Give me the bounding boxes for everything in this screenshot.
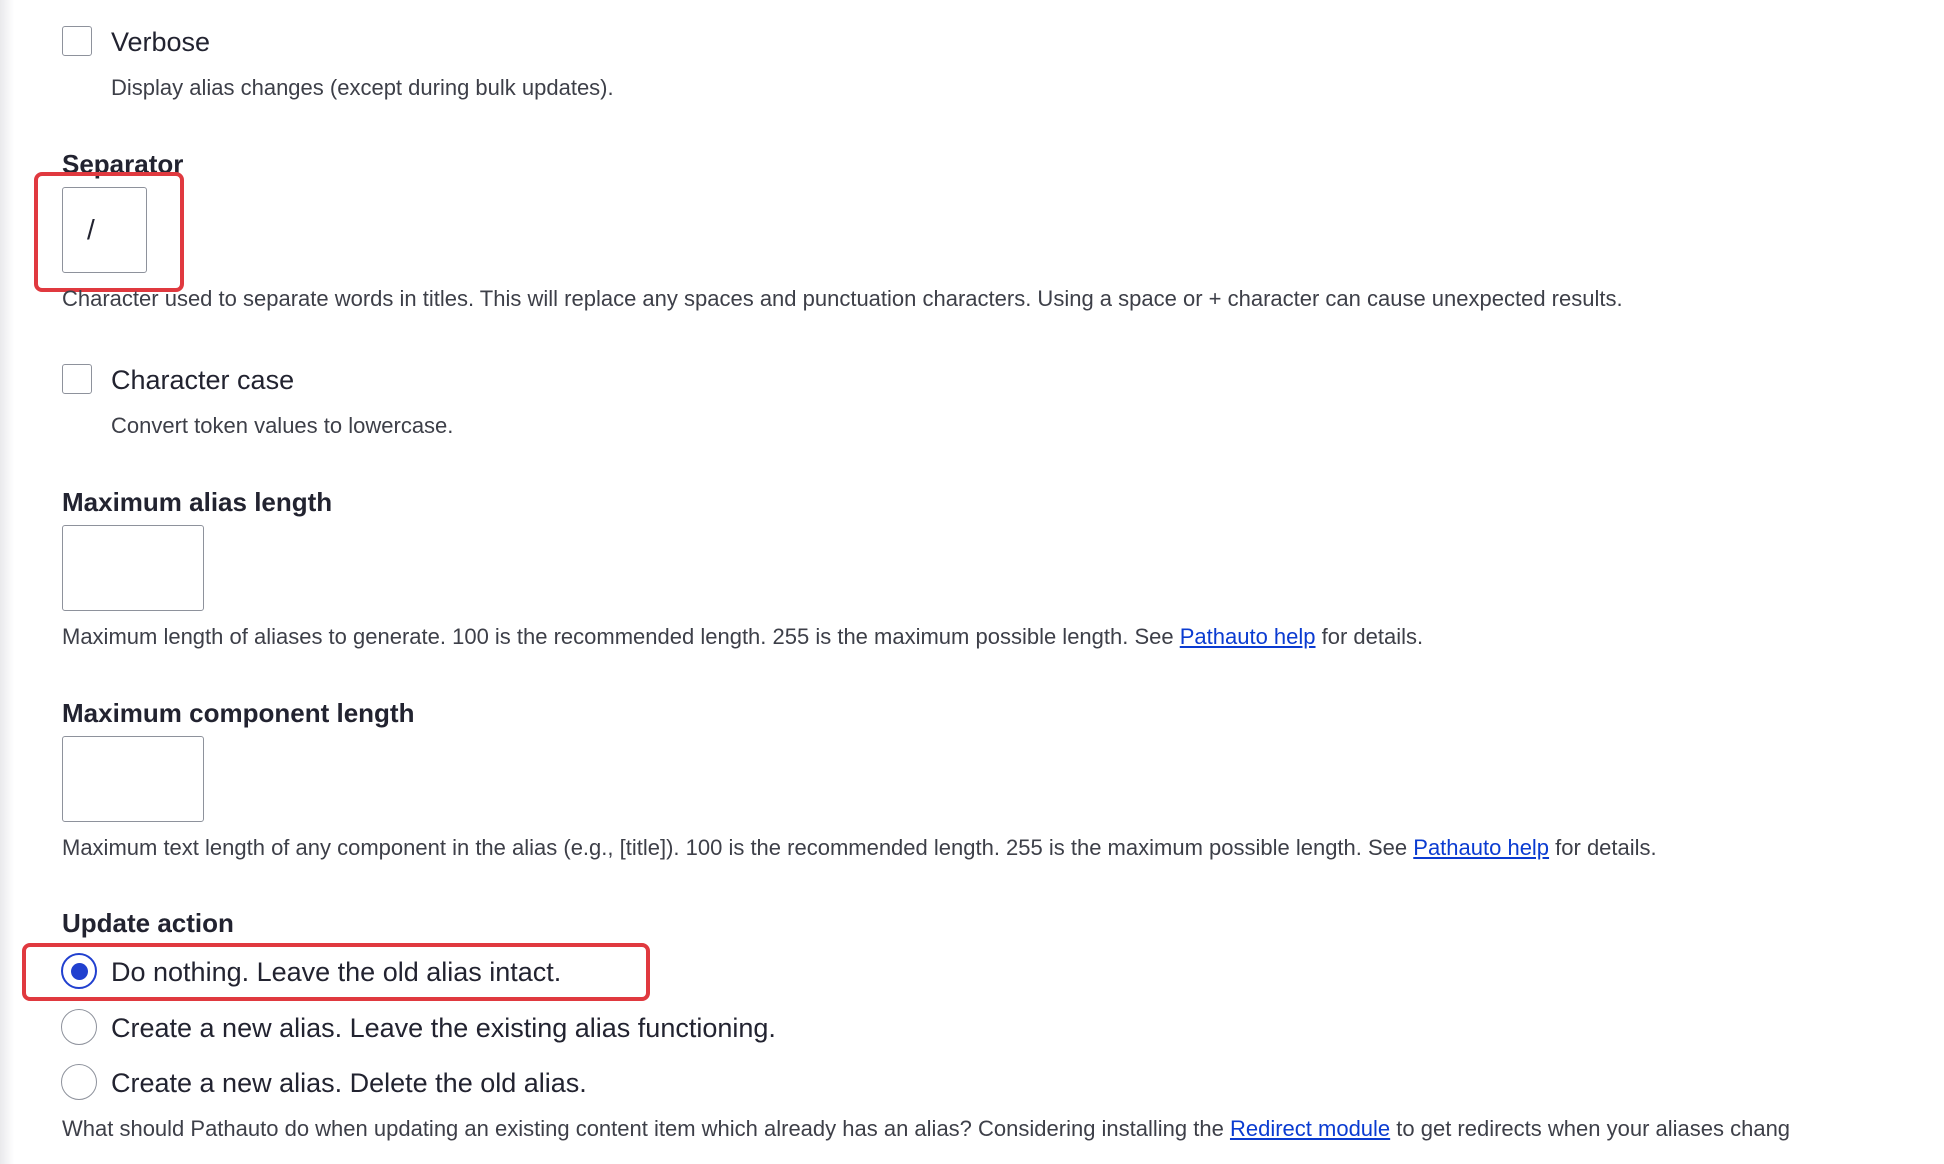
max-alias-length-description-text: Maximum length of aliases to generate. 100 is the recommended length. 255 is the maximum possible length. See <box>62 624 1180 649</box>
max-alias-length-description-end: for details. <box>1315 624 1424 649</box>
max-component-length-description-end: for details. <box>1549 835 1657 860</box>
update-action-option-do-nothing: Do nothing. Leave the old alias intact. <box>111 957 562 987</box>
separator-title: Separator <box>62 149 184 179</box>
update-action-option-delete-old: Create a new alias. Delete the old alias. <box>111 1068 587 1098</box>
verbose-description: Display alias changes (except during bulk updates). <box>111 75 614 100</box>
max-alias-length-input[interactable] <box>62 525 204 611</box>
update-action-title: Update action <box>62 908 234 938</box>
max-alias-length-description <box>62 623 1423 651</box>
update-action-radio-delete-old[interactable] <box>61 1064 97 1100</box>
page-left-edge <box>0 0 14 1164</box>
max-component-length-description-text: Maximum text length of any component in the alias (e.g., [title]). 100 is the recommended length. 255 is the maximum possible length. See <box>62 835 1414 860</box>
max-alias-length-title: Maximum alias length <box>62 487 333 517</box>
update-action-description-end: to get redirects when your aliases chang <box>1390 1116 1791 1141</box>
pathauto-help-link[interactable]: Pathauto help <box>1179 624 1316 649</box>
update-action-description-text: What should Pathauto do when updating an existing content item which already has an alias? Considering installing the <box>62 1116 1230 1141</box>
max-component-length-input[interactable] <box>62 736 204 822</box>
character-case-description: Convert token values to lowercase. <box>111 413 454 438</box>
character-case-checkbox[interactable] <box>62 364 92 394</box>
separator-description: Character used to separate words in titles. This will replace any spaces and punctuation characters. Using a space or + character can cause unexpected results. <box>62 286 1623 311</box>
update-action-radio-keep-existing[interactable] <box>61 1009 97 1045</box>
max-component-length-title: Maximum component length <box>62 698 415 728</box>
max-component-length-description <box>62 834 1657 862</box>
character-case-label: Character case <box>111 365 295 395</box>
update-action-radio-do-nothing[interactable] <box>61 953 97 989</box>
redirect-module-link[interactable]: Redirect module <box>1229 1116 1391 1141</box>
verbose-checkbox[interactable] <box>62 26 92 56</box>
update-action-option-keep-existing: Create a new alias. Leave the existing alias functioning. <box>111 1013 776 1043</box>
separator-input[interactable] <box>62 187 147 273</box>
pathauto-help-link-2[interactable]: Pathauto help <box>1413 835 1550 860</box>
update-action-description <box>62 1115 1790 1143</box>
radio-selected-dot <box>71 963 88 980</box>
verbose-label: Verbose <box>111 27 211 57</box>
